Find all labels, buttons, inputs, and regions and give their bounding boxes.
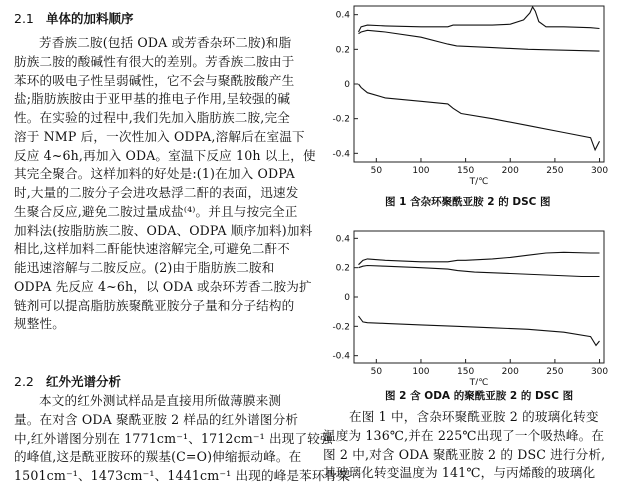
x-tick-label: 300: [590, 367, 609, 377]
series-line-1: [359, 7, 600, 32]
text-line: 生聚合反应,避免二胺过量成盐⁽⁴⁾。并且与按完全正: [14, 203, 298, 219]
text-line: 时,大量的二胺分子会进攻悬浮二酐的表面，迅速发: [14, 185, 299, 200]
x-tick-label: 250: [546, 367, 564, 377]
series-line-2: [359, 266, 600, 277]
x-tick-label: 250: [546, 166, 564, 176]
y-tick-label: -0.4: [332, 149, 350, 160]
text-line: 其玻璃化转变温度为 141℃，与丙烯酸的玻璃化: [323, 465, 596, 481]
section-title: 红外光谱分析: [46, 374, 122, 389]
text-line: 芳香族二胺(包括 ODA 或芳香杂环二胺)和脂: [39, 35, 292, 50]
x-tick-label: 150: [457, 367, 475, 377]
text-line: 盐;脂肪族胺由于亚甲基的推电子作用,呈较强的碱: [14, 91, 291, 107]
y-tick-label: 0.2: [335, 45, 350, 56]
right-column-paragraph: [323, 408, 623, 483]
text-line: 中,红外谱图分别在 1771cm⁻¹、1712cm⁻¹ 出现了较强: [14, 430, 333, 446]
x-tick-label: 200: [501, 367, 519, 377]
x-axis-label: T/℃: [469, 177, 489, 187]
text-line: 图 2 中,对含 ODA 聚酰亚胺 2 的 DSC 进行分析,: [323, 446, 606, 462]
y-tick-label: -0.2: [332, 322, 350, 333]
section-number: 2.1: [14, 11, 34, 26]
section-number: 2.2: [14, 374, 34, 389]
text-line: 规整性。: [14, 316, 65, 332]
section-heading-2-1: [14, 11, 134, 27]
x-tick-label: 200: [501, 166, 519, 176]
text-line: 1501cm⁻¹、1473cm⁻¹、1441cm⁻¹ 出现的峰是苯环骨架: [14, 468, 351, 483]
x-axis-label: T/℃: [469, 378, 489, 385]
plot-frame: [354, 6, 604, 162]
text-line: 苯环的吸电子性呈弱碱性，它不会与聚酰胺酸产生: [14, 72, 295, 88]
text-line: 加料法(按脂肪族二胺、ODA、ODPA 顺序加料)加料: [14, 222, 313, 238]
text-line: 反应 4~6h,再加入 ODA。室温下反应 10h 以上，使: [14, 147, 316, 163]
series-line-3: [359, 84, 600, 150]
y-tick-label: 0.2: [335, 263, 350, 274]
text-line: 链剂可以提高脂肪族聚酰亚胺分子量和分子结构的: [14, 297, 295, 313]
section-2-2-paragraph: [14, 392, 351, 486]
text-line: 能迅速溶解与二胺反应。(2)由于脂肪族二胺和: [14, 260, 275, 275]
y-tick-label: 0: [344, 293, 350, 303]
text-line: ODPA 先反应 4~6h，以 ODA 或杂环芳香二胺为扩: [14, 278, 312, 294]
text-line: 肪族二胺的酸碱性有很大的差别。芳香族二胺由于: [14, 53, 295, 69]
text-line: 相比,这样加料二酐能快速溶解完全,可避免二酐不: [14, 241, 290, 257]
figure-2-chart: [326, 225, 616, 385]
series-line-1: [359, 252, 600, 264]
text-line: 溶于 NMP 后，一次性加入 ODPA,溶解后在室温下: [14, 128, 305, 144]
figure-1-svg: [326, 0, 616, 190]
series-line-2: [359, 30, 600, 51]
text-line: 本文的红外测试样品是直接用所做薄膜来测: [39, 393, 282, 408]
text-line: 在图 1 中，含杂环聚酰亚胺 2 的玻璃化转变: [349, 409, 599, 424]
text-line: 温度为 136℃,并在 225℃出现了一个吸热峰。在: [323, 427, 605, 443]
section-heading-2-2: [14, 374, 121, 390]
text-line: 性。在实验的过程中,我们先加入脂肪族二胺,完全: [14, 110, 290, 125]
x-tick-label: 50: [370, 367, 383, 377]
text-line: 的峰值,这是酰亚胺环的羰基(C=O)伸缩振动峰。在: [14, 449, 302, 465]
x-tick-label: 100: [412, 166, 430, 176]
cut-off-heading: [52, 0, 132, 2]
x-tick-label: 50: [370, 166, 383, 176]
figure-1-caption: 图 1 含杂环聚酰亚胺 2 的 DSC 图: [385, 196, 551, 208]
text-line: 其完全聚合。这样加料的好处是:(1)在加入 ODPA: [14, 166, 295, 182]
section-2-1-paragraph: [14, 34, 314, 334]
y-tick-label: 0.4: [335, 234, 350, 245]
figure-2-svg: [326, 225, 616, 385]
section-title: 单体的加料顺序: [46, 11, 134, 26]
figure-1-chart: [326, 0, 616, 190]
y-tick-label: -0.4: [332, 351, 350, 362]
y-tick-label: -0.2: [332, 114, 350, 125]
y-tick-label: 0.4: [335, 10, 350, 21]
plot-frame: [354, 231, 604, 363]
x-tick-label: 300: [590, 166, 609, 176]
x-tick-label: 150: [457, 166, 475, 176]
series-line-3: [359, 316, 600, 345]
y-tick-label: 0: [344, 80, 350, 90]
figure-2-caption: 图 2 含 ODA 的聚酰亚胺 2 的 DSC 图: [385, 390, 574, 402]
text-line: 量。在对含 ODA 聚酰亚胺 2 样品的红外谱图分析: [14, 411, 299, 427]
x-tick-label: 100: [412, 367, 430, 377]
